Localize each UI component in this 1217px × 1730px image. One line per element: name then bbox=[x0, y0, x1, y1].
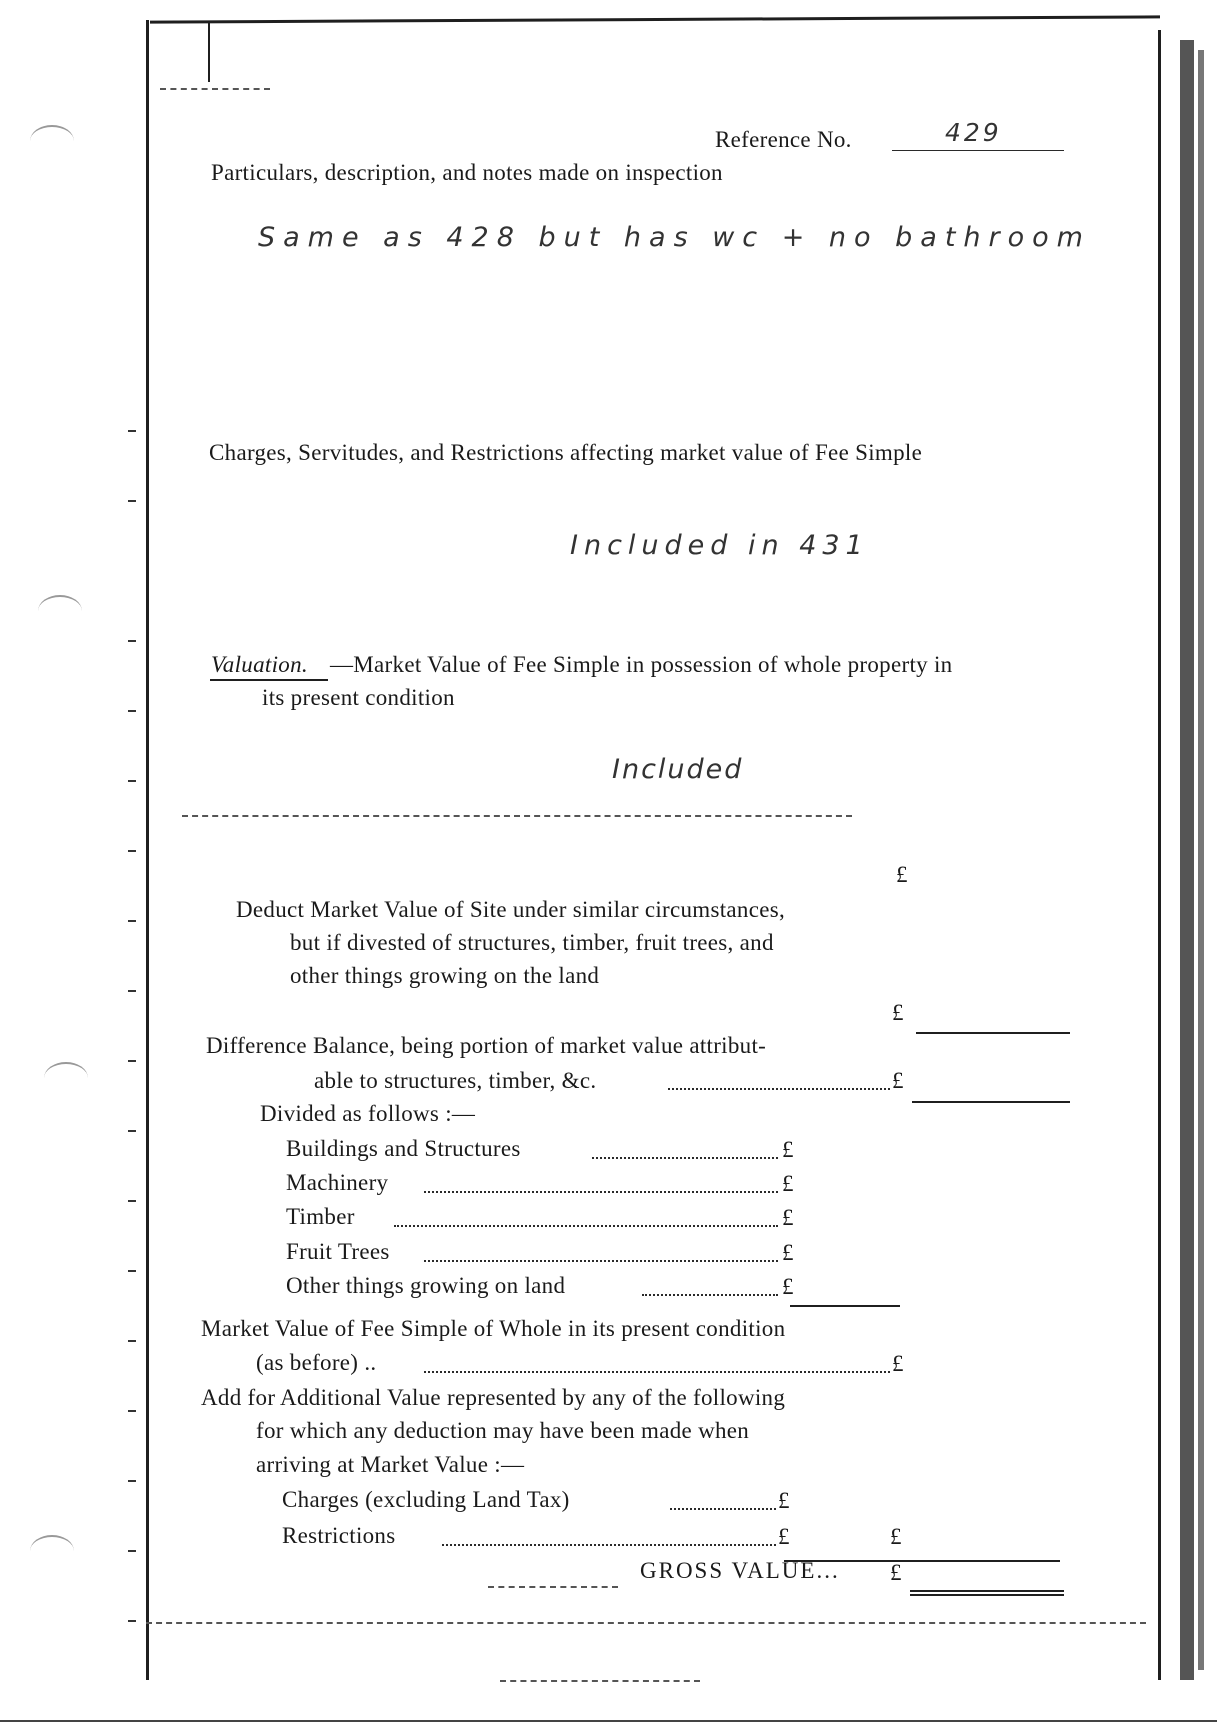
additional-charges-leader bbox=[670, 1508, 776, 1510]
additional-total-pound: £ bbox=[890, 1524, 902, 1549]
market-whole-line-1: Market Value of Fee Simple of Whole in its present condition bbox=[201, 1316, 786, 1341]
additional-line-1: Add for Additional Value represented by any of the following bbox=[201, 1385, 786, 1410]
other-pound: £ bbox=[782, 1274, 794, 1299]
deduct-line-3: other things growing on the land bbox=[290, 963, 600, 988]
divided-heading: Divided as follows :— bbox=[260, 1101, 476, 1126]
punch-hole-2 bbox=[38, 595, 82, 627]
buildings-leader bbox=[592, 1157, 778, 1159]
difference-line-1: Difference Balance, being portion of market value attribut- bbox=[206, 1033, 767, 1058]
reference-number: 429 bbox=[945, 118, 1002, 147]
pound-sign-2: £ bbox=[892, 1000, 904, 1025]
timber-leader bbox=[394, 1225, 778, 1227]
difference-total-line bbox=[912, 1101, 1070, 1103]
gross-value-line-1 bbox=[910, 1590, 1064, 1592]
additional-restrictions-leader bbox=[442, 1544, 776, 1546]
market-whole-leader bbox=[424, 1371, 890, 1373]
machinery-leader bbox=[424, 1191, 778, 1193]
valuation-text-2: its present condition bbox=[262, 685, 455, 710]
additional-line-2: for which any deduction may have been made when bbox=[256, 1418, 750, 1443]
additional-line-3: arriving at Market Value :— bbox=[256, 1452, 525, 1477]
top-dash bbox=[160, 88, 270, 90]
additional-item-restrictions: Restrictions bbox=[282, 1523, 396, 1548]
timber-pound: £ bbox=[782, 1205, 794, 1230]
pound-sign-3: £ bbox=[892, 1068, 904, 1093]
reference-line bbox=[892, 150, 1064, 151]
fruit-trees-pound: £ bbox=[782, 1240, 794, 1265]
reference-label: Reference No. bbox=[715, 127, 852, 152]
divided-item-buildings: Buildings and Structures bbox=[286, 1136, 521, 1161]
market-whole-pound: £ bbox=[892, 1351, 904, 1376]
gross-value-label: GROSS VALUE... bbox=[640, 1558, 840, 1583]
valuation-text-1: —Market Value of Fee Simple in possession of whole property in bbox=[330, 652, 953, 677]
divided-total-line bbox=[790, 1305, 900, 1307]
deduct-line-1: Deduct Market Value of Site under similar circumstances, bbox=[236, 897, 786, 922]
page-top-edge bbox=[150, 15, 1160, 23]
punch-hole-3 bbox=[44, 1062, 88, 1094]
additional-charges-pound: £ bbox=[778, 1488, 790, 1513]
divided-item-fruit-trees: Fruit Trees bbox=[286, 1239, 390, 1264]
additional-restrictions-pound: £ bbox=[778, 1524, 790, 1549]
bottom-dash bbox=[146, 1622, 1146, 1624]
additional-item-charges: Charges (excluding Land Tax) bbox=[282, 1487, 570, 1512]
page-right-edge bbox=[1158, 30, 1161, 1680]
valuation-title: Valuation. bbox=[211, 652, 308, 677]
valuation-underline bbox=[210, 679, 328, 681]
binding-line bbox=[208, 22, 210, 82]
particulars-heading: Particulars, description, and notes made on inspection bbox=[211, 160, 723, 185]
difference-leader bbox=[668, 1088, 890, 1090]
punch-hole-4 bbox=[30, 1535, 74, 1567]
page-right-shadow bbox=[1180, 40, 1194, 1680]
bottom-dash-2 bbox=[500, 1680, 700, 1682]
valuation-note: Included bbox=[612, 754, 744, 785]
buildings-pound: £ bbox=[782, 1137, 794, 1162]
gross-value-line-2 bbox=[910, 1594, 1064, 1596]
charges-note: Included in 431 bbox=[570, 530, 869, 561]
market-whole-line-2: (as before) .. bbox=[256, 1350, 377, 1375]
divided-item-machinery: Machinery bbox=[286, 1170, 389, 1195]
page-bottom-edge bbox=[0, 1720, 1217, 1722]
particulars-note: Same as 428 but has wc + no bathroom bbox=[258, 222, 1091, 253]
punch-hole-1 bbox=[30, 125, 74, 157]
divided-item-timber: Timber bbox=[286, 1204, 355, 1229]
charges-heading: Charges, Servitudes, and Restrictions affecting market value of Fee Simple bbox=[209, 440, 923, 465]
deduct-line-2: but if divested of structures, timber, fruit trees, and bbox=[290, 930, 774, 955]
section-dash bbox=[182, 815, 852, 817]
gross-dash bbox=[488, 1586, 618, 1588]
gross-value-pound: £ bbox=[890, 1560, 902, 1585]
deduct-total-line bbox=[916, 1032, 1070, 1034]
page-right-shadow-2 bbox=[1198, 50, 1204, 1670]
divided-item-other: Other things growing on land bbox=[286, 1273, 566, 1298]
pound-sign-1: £ bbox=[896, 862, 908, 887]
difference-line-2: able to structures, timber, &c. bbox=[314, 1068, 597, 1093]
page-left-edge bbox=[146, 20, 149, 1680]
machinery-pound: £ bbox=[782, 1171, 794, 1196]
fruit-trees-leader bbox=[424, 1260, 778, 1262]
other-leader bbox=[642, 1294, 778, 1296]
